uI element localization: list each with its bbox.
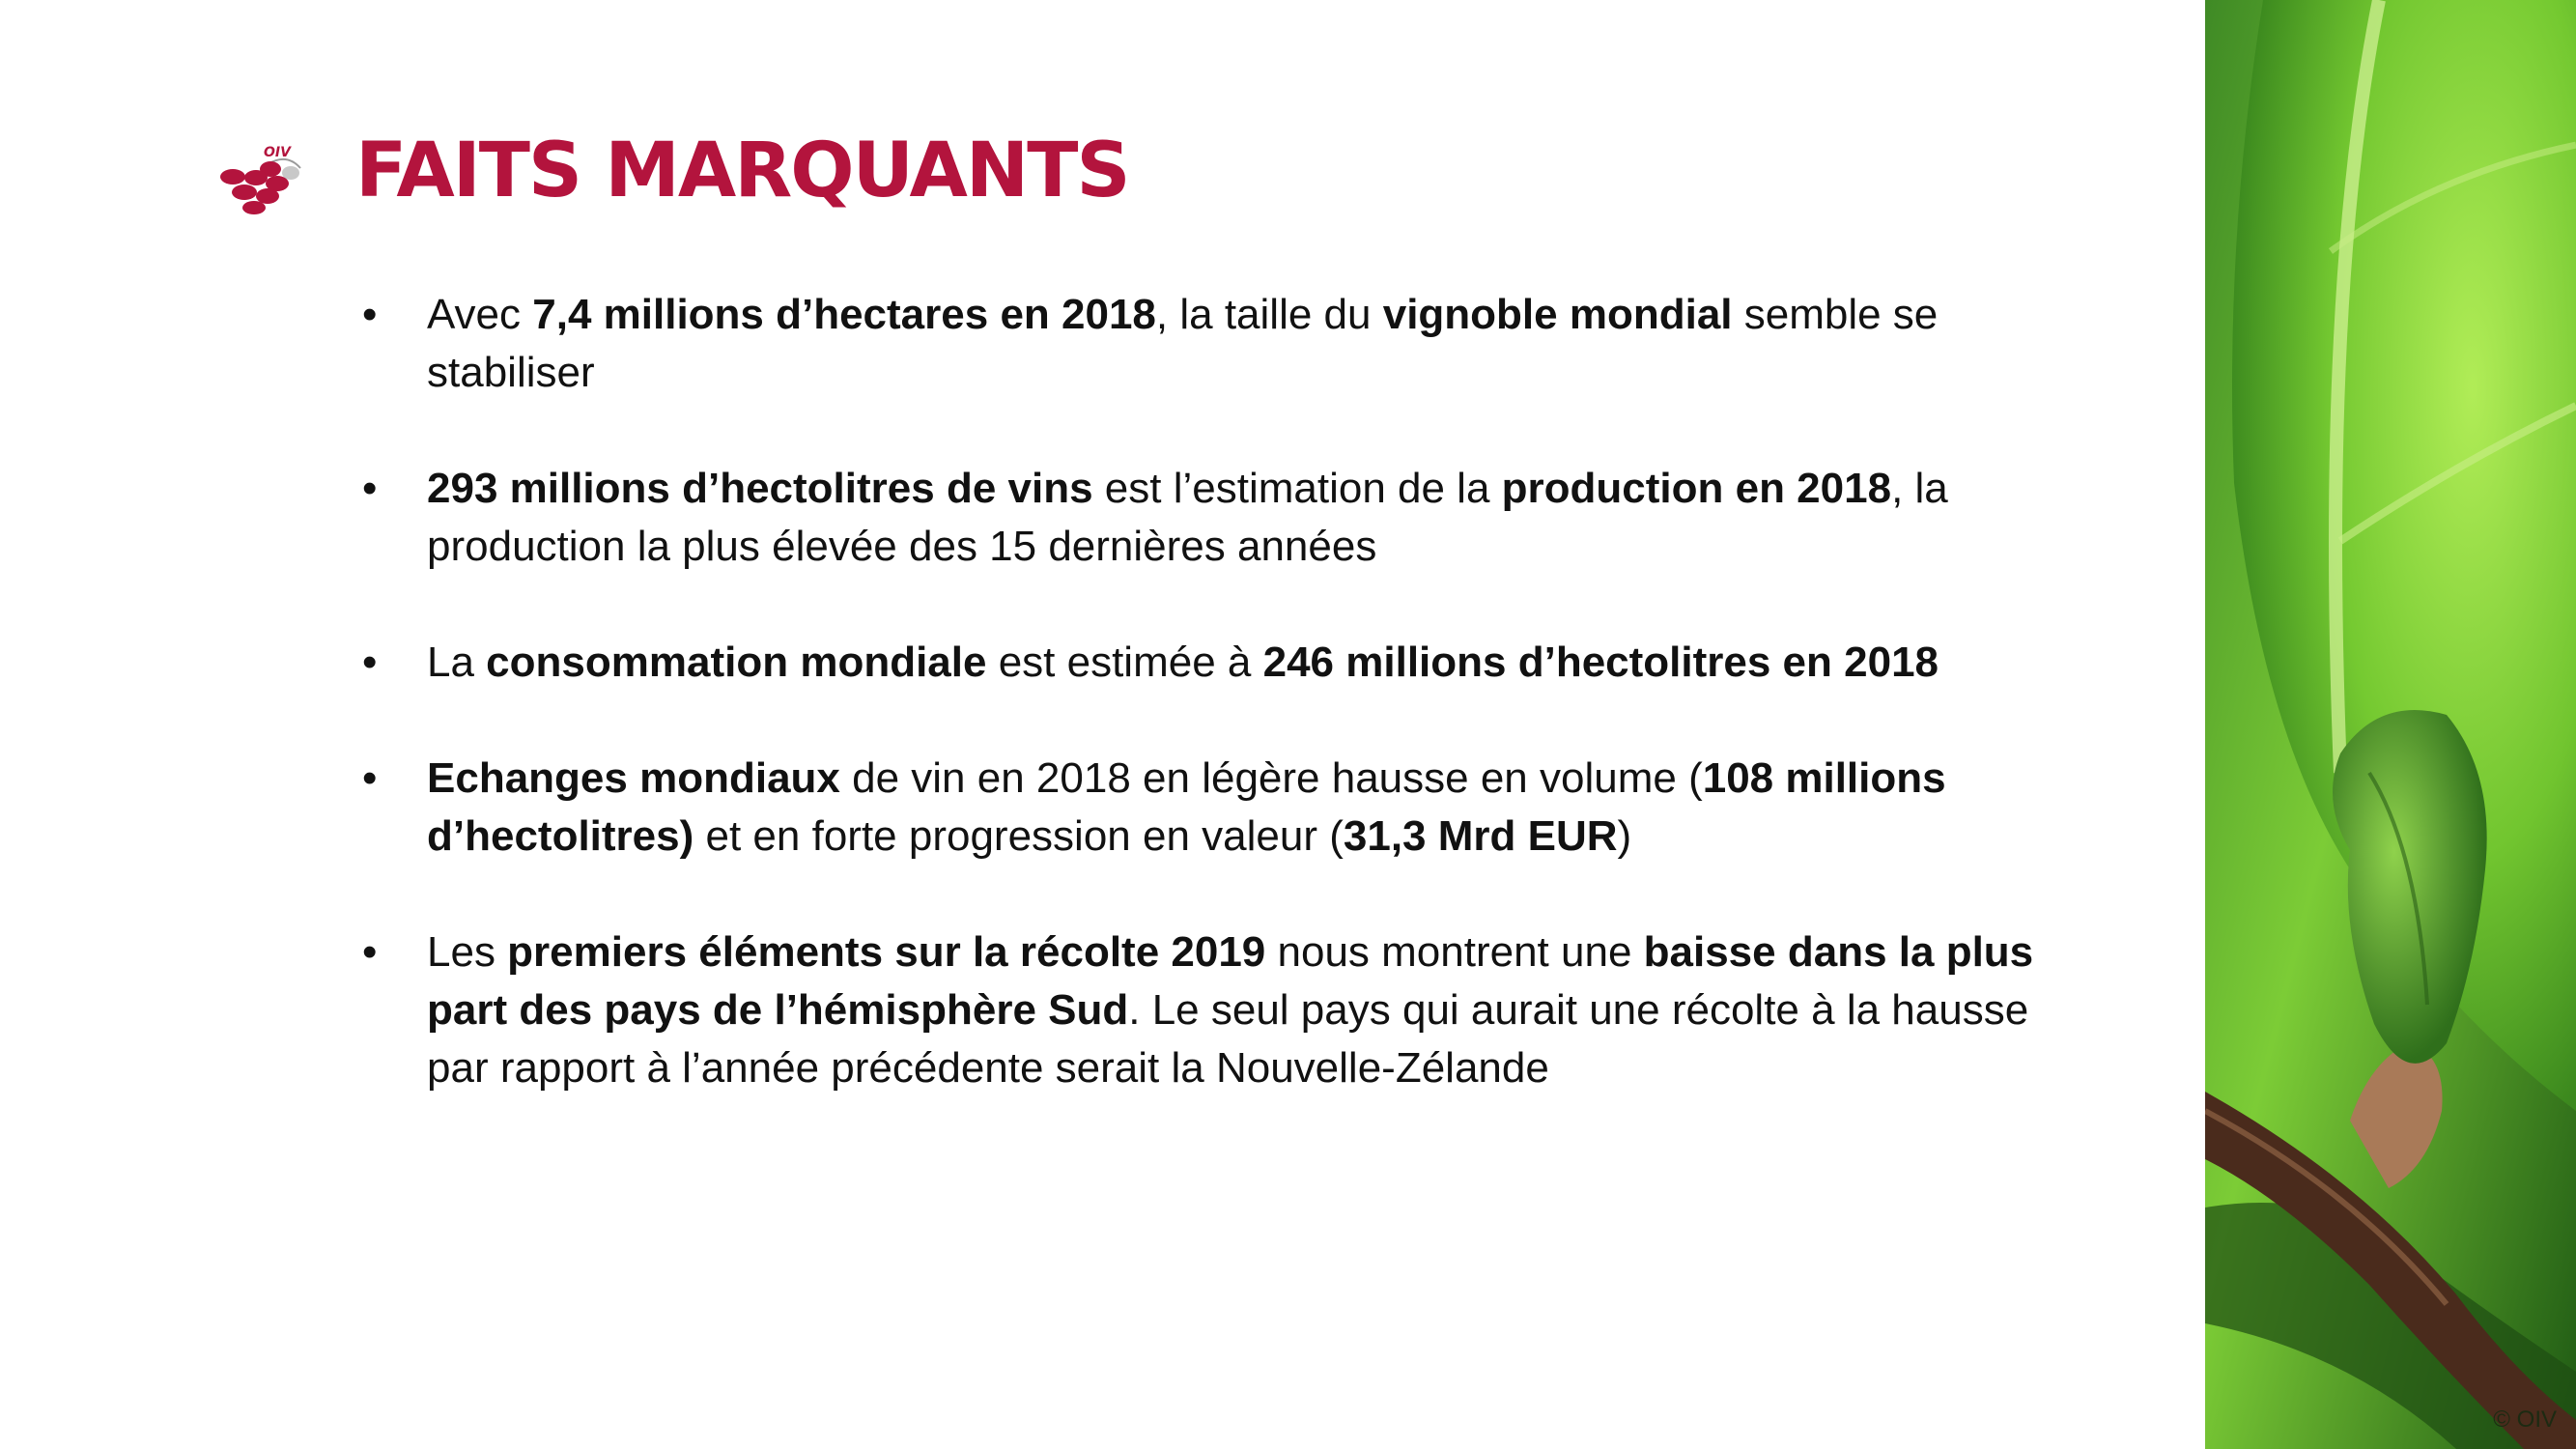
grape-cluster-icon [217,143,306,216]
highlight-item [362,923,2038,1097]
text: est estimée à [986,639,1263,686]
logo-text: OIV [264,145,291,160]
text: Les [427,928,508,976]
text: La [427,639,487,686]
highlight-item [362,634,2038,692]
text: Avec [427,291,533,338]
bold-text: 7,4 millions d’hectares en 2018 [532,291,1156,338]
copyright-notice: © OIV [2493,1406,2557,1433]
text: ) [1617,812,1632,860]
bold-text: premiers éléments sur la récolte 2019 [507,928,1266,976]
highlight-item [362,286,2038,402]
vine-leaf-image [2205,0,2576,1449]
page-title: FAITS MARQUANTS [355,128,1129,214]
text: semble se stabiliser [427,291,1939,396]
text: . Le seul pays qui aurait une récolte à la hausse par rapport à l’année précédente serait la Nouvelle-Zélande [427,986,2029,1092]
bold-text: production en 2018 [1501,465,1892,512]
text: est l’estimation de la [1092,465,1502,512]
highlight-item [362,750,2038,866]
bold-text: Echanges mondiaux [427,754,840,802]
text: et en forte progression en valeur ( [694,812,1344,860]
text: , la production la plus élevée des 15 dernières années [427,465,1948,570]
bold-text: 31,3 Mrd EUR [1343,812,1618,860]
bold-text: 108 millions d’hectolitres) [427,754,1946,860]
bold-text: 293 millions d’hectolitres de vins [427,465,1093,512]
bold-text: baisse dans la plus part des pays de l’hémisphère Sud [427,928,2034,1034]
highlight-item [362,460,2038,576]
text: , la taille du [1155,291,1383,338]
bold-text: 246 millions d’hectolitres en 2018 [1262,639,1939,686]
highlights-list [362,286,2038,1155]
bold-text: vignoble mondial [1382,291,1733,338]
text: nous montrent une [1265,928,1644,976]
oiv-logo [217,143,306,216]
text: de vin en 2018 en légère hausse en volume ( [839,754,1703,802]
vine-leaf-photo [2205,0,2576,1449]
bold-text: consommation mondiale [486,639,987,686]
